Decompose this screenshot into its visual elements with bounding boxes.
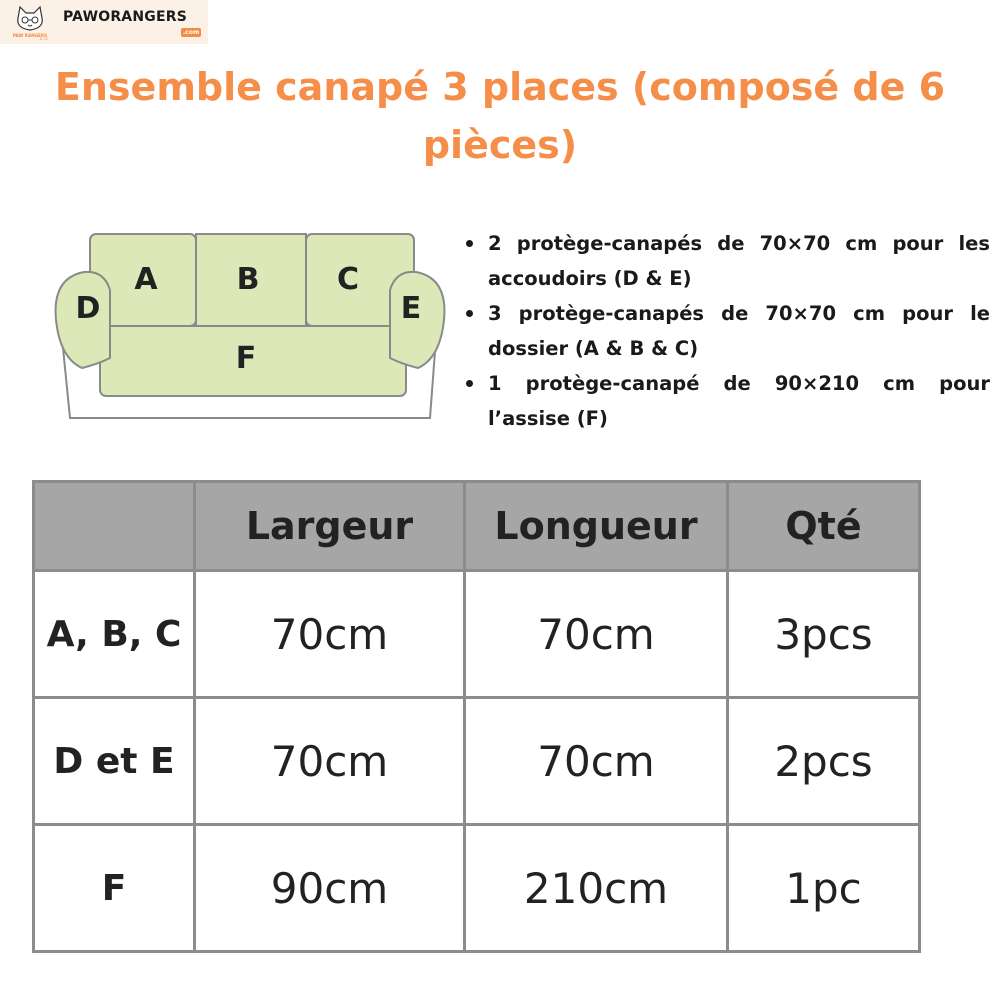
- table-header-row: [34, 482, 920, 571]
- cell-qty: 3pcs: [728, 571, 920, 698]
- table-row: [34, 825, 920, 952]
- table-header-length: Longueur: [465, 482, 728, 571]
- label-f: F: [235, 341, 257, 376]
- brand-logo: [0, 0, 208, 44]
- list-item: 1 protège-canapé de 90×210 cm pour l’assise (F): [464, 366, 990, 436]
- page-title: Ensemble canapé 3 places (composé de 6 pièces): [54, 65, 946, 167]
- table-header-qty: Qté: [728, 482, 920, 571]
- list-item: 3 protège-canapés de 70×70 cm pour le dossier (A & B & C): [464, 296, 990, 366]
- svg-text:PAW RANGERS: PAW RANGERS: [12, 33, 48, 38]
- table-row: [34, 571, 920, 698]
- label-b: B: [236, 262, 260, 297]
- svg-text:& CO: & CO: [39, 37, 49, 40]
- label-a: A: [134, 262, 158, 297]
- brand-badge: .com: [183, 29, 200, 36]
- cell-width: 70cm: [195, 698, 465, 825]
- list-item: 2 protège-canapés de 70×70 cm pour les accoudoirs (D & E): [464, 226, 990, 296]
- cell-width: 90cm: [195, 825, 465, 952]
- label-e: E: [400, 291, 422, 326]
- cell-qty: 1pc: [728, 825, 920, 952]
- size-table: [32, 480, 921, 953]
- brand-name: PAWORANGERS: [63, 9, 187, 25]
- row-label: D et E: [34, 698, 195, 825]
- cell-length: 70cm: [465, 698, 728, 825]
- table-header-empty: [34, 482, 195, 571]
- table-row: [34, 698, 920, 825]
- cell-length: 70cm: [465, 571, 728, 698]
- cat-mascot-icon: [4, 2, 56, 40]
- cell-length: 210cm: [465, 825, 728, 952]
- sofa-diagram: [48, 228, 452, 428]
- component-list: [464, 226, 990, 436]
- label-d: D: [75, 291, 101, 326]
- row-label: F: [34, 825, 195, 952]
- table-header-width: Largeur: [195, 482, 465, 571]
- cell-qty: 2pcs: [728, 698, 920, 825]
- label-c: C: [336, 262, 360, 297]
- row-label: A, B, C: [34, 571, 195, 698]
- cell-width: 70cm: [195, 571, 465, 698]
